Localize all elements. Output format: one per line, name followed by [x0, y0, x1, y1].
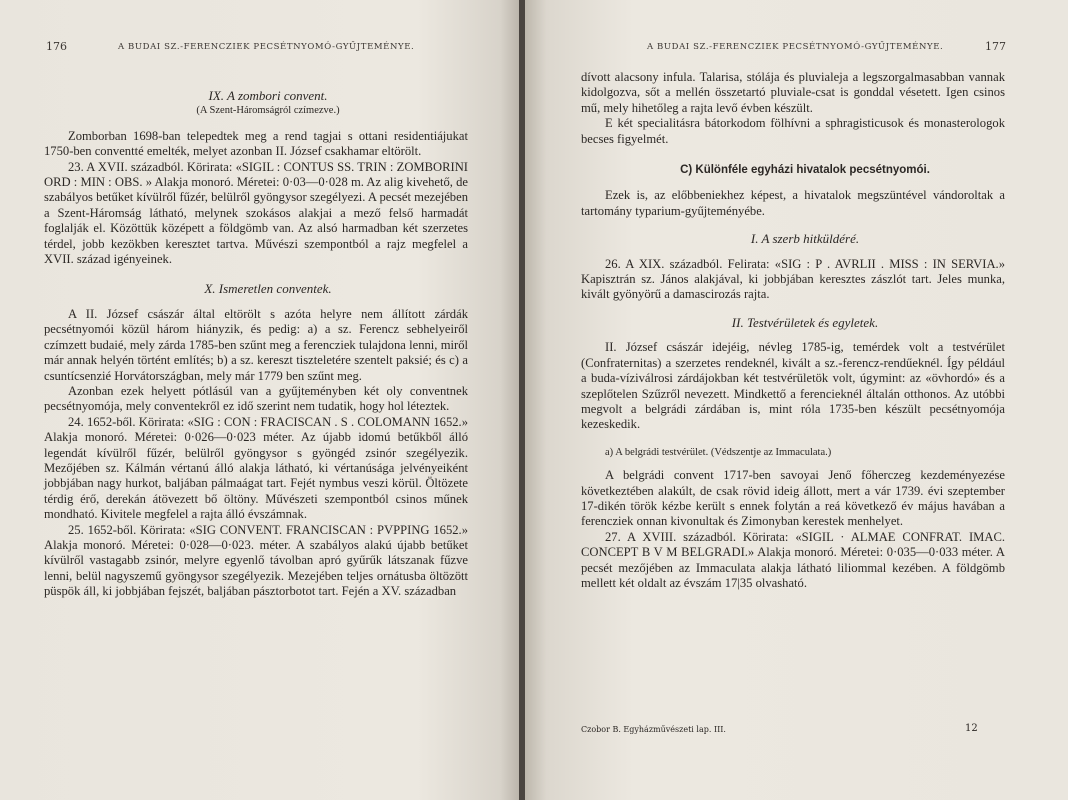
paragraph: A belgrádi convent 1717-ben savoyai Jenő főherczeg kezdeményezése következtében alakúlt, de csak rövid ideig állott, mert a vár 1739. évi szeptember 17-dikén török kézbe került s ennek folytán a reá következő év május havában a ferencziek onnan kivonultak és Zimonyban kerestek menhelyet.: [581, 468, 1005, 529]
section-title: IX. A zombori convent.: [208, 88, 328, 103]
paragraph: Azonban ezek helyett pótlásúl van a gyűjteményben két oly conventnek pecsétnyomója, mely conventekről ez idő szerint nem tudatik, hogy hol léteztek.: [44, 383, 468, 414]
page-number: 177: [985, 40, 1006, 53]
section-title: I. A szerb hitküldéré.: [750, 231, 860, 247]
subsection-title: a) A belgrádi testvérület. (Védszentje az Immaculata.): [605, 446, 832, 458]
paragraph: 23. A XVII. századból. Körirata: «SIGIL : CONTUS SS. TRIN : ZOMBORINI ORD : MIN : OBS. » Alakja monoró. Méretei: 0·03—0·028 m. Az alig kivehető, de szabályos betűket kívülről fűzér, belülről gyöngysor szegélyezi. A pecsét mezejében a Szent-Háromság látható, melynek szokásos alakjai a mező felső harmadát foglalják el. Közöttük középett a földgömb van. Az alsó harmadban két szerzetes térdel, jobb kezökben keresztet tartva. Művészi szempontból a rajz megfelel a XVII. század igényeinek.: [44, 159, 468, 267]
paragraph: 26. A XIX. századból. Felirata: «SIG : P . AVRLII . MISS : IN SERVIA.» Kapisztrán sz. János alakjával, ki jobbjában keresztes zászlót tart. Jeles munka, kivált gyönyörű a damascirozás rajta.: [581, 256, 1005, 302]
section-title: X. Ismeretlen conventek.: [204, 281, 332, 297]
section-title: C) Különféle egyházi hivatalok pecsétnyomói.: [680, 164, 930, 177]
left-body: [44, 88, 468, 600]
paragraph: II. József császár idejéig, névleg 1785-ig, temérdek volt a testvérület (Confraternitas) a szerzetes rendeknél, kivált a sz.-ferencz-rendűeknél. Így például a buda-víziválrosi zárdájokban két testvérületök volt, úgymint: az «övhordó» és a szeplőtelen Szűzről nevezett. Mindkettő a ferencieknél általán otthonos. Az utóbbi megvolt a belgrádi zárdában is, mint róla 1735-ben készült pecsétnyomója kezeskedik.: [581, 340, 1005, 432]
paragraph: E két specialitásra bátorkodom fölhívni a sphragisticusok és monasterologok becses figyelmét.: [581, 116, 1005, 146]
paragraph: Ezek is, az előbbeniekhez képest, a hivatalok megszüntével vándoroltak a tartomány typarium-gyűjteményébe.: [581, 188, 1005, 218]
right-page: [525, 0, 1068, 800]
left-page: [0, 0, 521, 800]
paragraph: A II. József császár által eltörölt s azóta helyre nem állított zárdák pecsétnyomói közül három hiányzik, és pedig: a) a sz. Ferencz sebhelyeiről czímzett budaié, mely zárda 1785-ben szűnt meg a ferencziek tulajdona lenni, miről már annak helyén történt említés; b) a sz. kereszt tiszteletére szentelt paksié; és c) a csuntícsenzié Horvátországban, mely már 1779 ben szűnt meg.: [44, 306, 468, 383]
sheet-number: 12: [965, 723, 978, 734]
paragraph: 24. 1652-ből. Körirata: «SIG : CON : FRACISCAN . S . COLOMANN 1652.» Alakja monoró. Méretei: 0·026—0·023 méter. Az újabb idomú betűkből álló legendát kívülről fűzér, belülről gyöngysor s gyöngéd zsinór szegélyezik. Mezőjében sz. Kálmán vértanú álló alakja látható, ki vértanúsága jelvényeiként jobbjában nagy hurkot, baljában pálmaágat tart. Fejét nymbus veszi körül. Öltözete térdig érő, derekán átövezett bő öltöny. Művészeti szempontból csinos műnek mondható. Kivitele megfelel a rajta álló évszámnak.: [44, 414, 468, 522]
section-title: II. Testvérületek és egyletek.: [731, 314, 879, 330]
paragraph: 27. A XVIII. századból. Körirata: «SIGIL · ALMAE CONFRAT. IMAC. CONCEPT B V M BELGRADI.» Alakja monoró. Méretei: 0·035—0·033 méter. A pecsét mezőjében az Immaculata alakja látható liliommal kezében. A földgömb mellett két oldalt az évszám 17|35 olvasható.: [581, 529, 1005, 590]
paragraph: Zomborban 1698-ban telepedtek meg a rend tagjai s ottani residentiájukat 1750-ben conventté emelték, melyet azonban II. József csakhamar eltörölt.: [44, 128, 468, 159]
paragraph: dívott alacsony infula. Talarisa, stólája és pluvialeja a legszorgalmasabban vannak kidolgozva, sőt a mellén összetartó pluviale-csat is gonddal vésetett. Igen csinos mű, mely hihetőleg a rajta levő évben készült.: [581, 70, 1005, 115]
right-body: [581, 70, 1005, 591]
running-head: A BUDAI SZ.-FERENCZIEK PECSÉTNYOMÓ-GYŰJTEMÉNYE.: [647, 42, 944, 52]
page-number: 176: [46, 40, 67, 53]
running-head: A BUDAI SZ.-FERENCZIEK PECSÉTNYOMÓ-GYŰJTEMÉNYE.: [118, 42, 415, 52]
section-subtitle: (A Szent-Háromságról czímezve.): [196, 105, 340, 117]
footer-note: Czobor B. Egyházművészeti lap. III.: [581, 725, 726, 734]
paragraph: 25. 1652-ből. Körirata: «SIG CONVENT. FRANCISCAN : PVPPING 1652.» Alakja monoró. Méretei: 0·028—0·023. méter. A szabályos alakú újabb betűket kívülről vastagabb zsinór, melyre egyenlő távolban apró gyűrűk látszanak fűzve lenni, belül nagyszemű gyöngysor szegélyezik. Mezejében teljes ornátusba öltözött püspök áll, ki jobbjában fejszét, baljában pásztorbotot tart. Fején a XV. században: [44, 522, 468, 599]
